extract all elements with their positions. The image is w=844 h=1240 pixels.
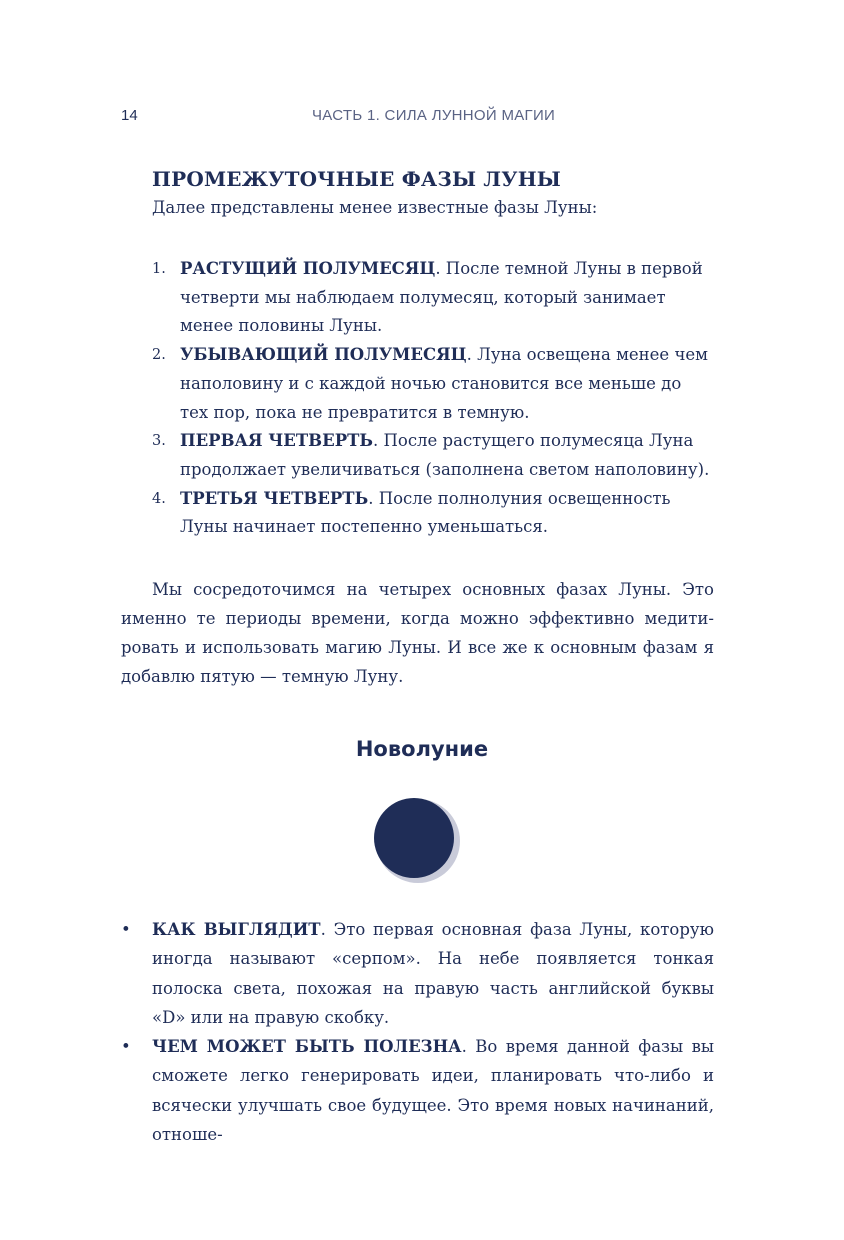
list-item-term: ПЕРВАЯ ЧЕТВЕРТЬ <box>180 431 373 451</box>
list-item-text <box>152 915 714 1032</box>
list-item <box>152 255 714 341</box>
list-item-term: РАСТУЩИЙ ПОЛУМЕСЯЦ <box>180 259 436 278</box>
list-item-term: ЧЕМ МОЖЕТ БЫТЬ ПОЛЕЗНА <box>152 1037 462 1057</box>
body-paragraph <box>121 575 714 691</box>
list-item-text <box>152 1032 714 1149</box>
list-item-term: ТРЕТЬЯ ЧЕТВЕРТЬ <box>180 488 369 508</box>
new-moon-icon <box>372 796 466 886</box>
moon-disc <box>374 798 454 878</box>
subsection-heading: Новолуние <box>355 737 489 761</box>
list-number: 3. <box>152 433 166 450</box>
list-item <box>121 915 714 1032</box>
list-number: 1. <box>152 261 166 277</box>
section-heading: ПРОМЕЖУТОЧНЫЕ ФАЗЫ ЛУНЫ <box>152 167 562 191</box>
list-item-text <box>180 341 714 427</box>
list-item-description: . После растущего полумесяца Луна продолжает увеличиваться (заполнена светом наполовину). <box>180 431 710 479</box>
section-intro: Далее представлены менее известные фазы Луны: <box>152 198 598 217</box>
list-item-description: . После полнолуния освещенность Луны начинает постепенно уменьшаться. <box>180 488 671 537</box>
page-number: 14 <box>121 107 138 124</box>
list-item-term: КАК ВЫГЛЯДИТ <box>152 920 321 939</box>
list-item <box>152 341 714 427</box>
list-item-term: УБЫВАЮЩИЙ ПОЛУМЕСЯЦ <box>180 345 467 365</box>
list-number: 4. <box>152 490 166 507</box>
bullet-list <box>121 915 714 1149</box>
list-number: 2. <box>152 347 166 364</box>
list-item-description: . Луна освещена менее чем наполовину и с каждой ночью становится все меньше до тех пор, пока не превратится в темную. <box>180 345 708 422</box>
list-item <box>121 1032 714 1149</box>
list-item-text <box>180 255 714 341</box>
list-item-description: . После темной Луны в первой четверти мы наблюдаем полумесяц, который занимает менее половины Луны. <box>180 259 703 336</box>
list-item <box>152 485 714 542</box>
list-item <box>152 427 714 484</box>
running-title: ЧАСТЬ 1. СИЛА ЛУННОЙ МАГИИ <box>312 107 556 124</box>
list-item-text <box>180 427 714 484</box>
list-item-description: . Это первая основная фаза Луны, которую иногда называют «серпом». На небе появляется тонкая полоска света, похожая на правую часть английской буквы «D» или на правую скобку. <box>152 920 714 1027</box>
paragraph-text: Мы сосредоточимся на четырех основных фазах Луны. Это именно те периоды времени, когда можно эффективно медитировать и использовать магию Луны. И все же к основным фазам я добавлю пятую — темную Луну. <box>121 580 714 686</box>
list-item-description: . Во время данной фазы вы сможете легко генерировать идеи, планировать что-либо и всячески улучшать свое будущее. Это время новых начинаний, отноше- <box>152 1037 714 1145</box>
bullet-marker: • <box>121 920 131 939</box>
phases-list <box>152 255 714 542</box>
list-item-text <box>180 485 714 542</box>
bullet-marker: • <box>121 1037 131 1057</box>
